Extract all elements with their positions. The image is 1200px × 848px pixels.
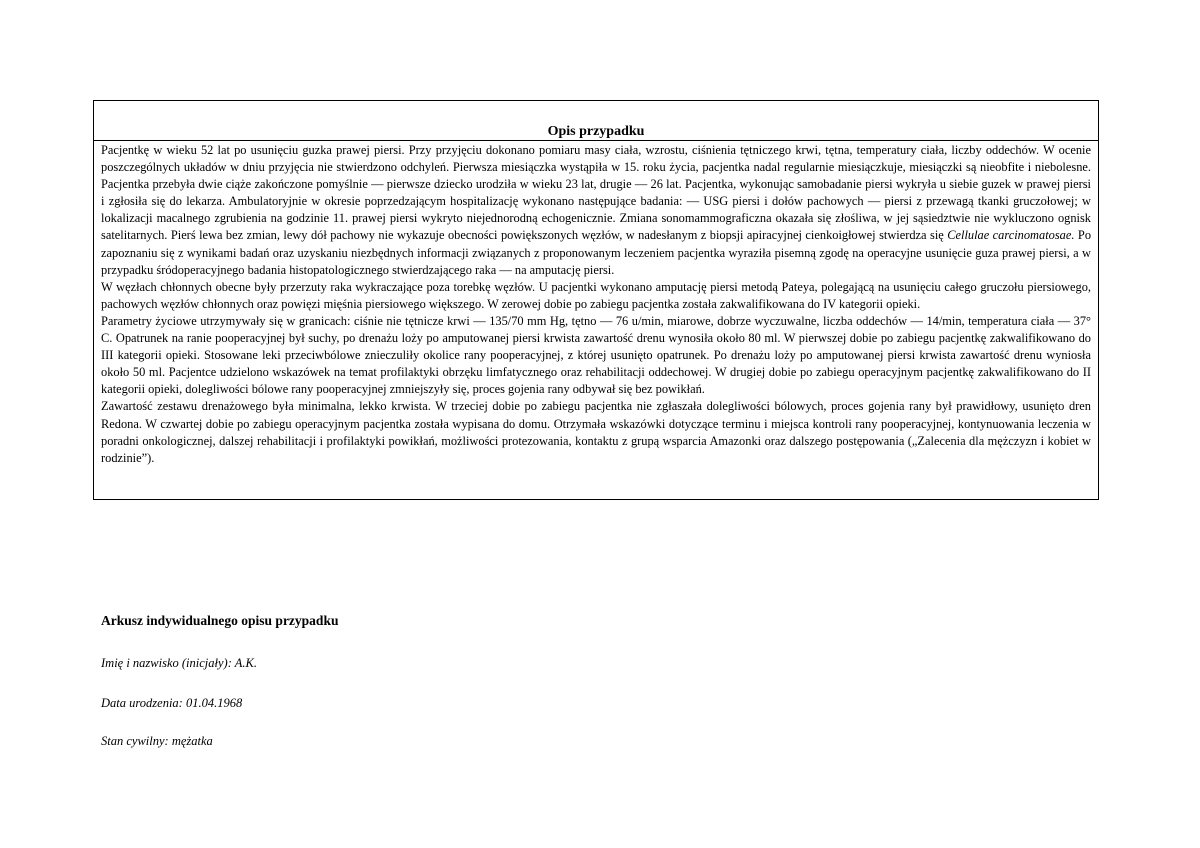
marital-status-field: Stan cywilny: mężatka [101, 734, 213, 748]
case-description-title: Opis przypadku [94, 101, 1098, 141]
case-paragraph-1-text-a: Pacjentkę w wieku 52 lat po usunięciu guzka prawej piersi. Przy przyjęciu dokonano pomiaru masy ciała, wzrostu, ciśnienia tętniczego krwi, tętna, temperatury ciała, liczby oddechów. W ocenie poszczególnych układów w dniu przyjęcia nie stwierdzono odchyleń. Pierwsza miesiączka wystąpiła w 15. roku życia, pacjentka nadal regularnie miesiączkuje, miesiączki są nieobfite i niebolesne. Pacjentka przebyła dwie ciąże zakończone pomyślnie — pierwsze dziecko urodziła w wieku 23 lat, drugie — 26 lat. Pacjentka, wykonując samobadanie piersi wykryła u siebie guzek w prawej piersi i zgłosiła się do lekarza. Ambulatoryjnie w okresie poprzedzającym hospitalizację wykonano następujące badania: — USG piersi i dołów pachowych — piersi z przewagą tkanki gruczołowej; w lokalizacji macalnego zgrubienia na godzinie 11. prawej piersi wykryto niejednorodną echogenicznie. Zmiana sonomammograficzna okazała się złośliwa, w jej sąsiedztwie nie wykluczono ognisk satelitarnych. Pierś lewa bez zmian, lewy dół pachowy nie wykazuje obecności powiększonych węzłów, w nadesłanym z biopsji apiracyjnej cienkoigłowej stwierdza się [101, 143, 1091, 243]
patient-initials-field: Imię i nazwisko (inicjały): A.K. [101, 656, 257, 670]
case-description-box [93, 100, 1099, 500]
case-paragraph-1 [101, 142, 1091, 279]
individual-case-sheet [101, 612, 801, 748]
case-paragraph-4: Zawartość zestawu drenażowego była minimalna, lekko krwista. W trzeciej dobie po zabiegu pacjentka nie zgłaszała dolegliwości bólowych, proces gojenia rany był prawidłowy, usunięto dren Redona. W czwartej dobie po zabiegu operacyjnym pacjentka została wypisana do domu. Otrzymała wskazówki dotyczące terminu i miejsca kontroli rany pooperacyjnej, kontynuowania leczenia w poradni onkologicznej, dalszej rehabilitacji i profilaktyki powikłań, możliwości protezowania, kontaktu z grupą wsparcia Amazonki oraz dalszego postępowania („Zalecenia dla mężczyzn i kobiet w rodzinie”). [101, 399, 1091, 465]
diagnosis-term: Cellulae carcinomatosae. [947, 228, 1075, 243]
sheet-title: Arkusz indywidualnego opisu przypadku [101, 613, 339, 628]
birth-date-field: Data urodzenia: 01.04.1968 [101, 696, 243, 710]
case-paragraph-2: W węzłach chłonnych obecne były przerzuty raka wykraczające poza torebkę węzłów. U pacjentki wykonano amputację piersi metodą Pateya, polegającą na usunięciu całego gruczołu piersiowego, pachowych węzłów chłonnych oraz powięzi mięśnia piersiowego większego. W zerowej dobie po zabiegu pacjentka została zakwalifikowana do IV kategorii opieki. [101, 279, 1091, 311]
case-description-body [94, 141, 1098, 467]
case-paragraph-1-text-b: Po zapoznaniu się z wynikami badań oraz uzyskaniu niezbędnych informacji związanych z proponowanym leczeniem pacjentka wyraziła pisemną zgodę na operacyjne usunięcie guza prawej piersi, a w przypadku śródoperacyjnego badania histopatologicznego stwierdzającego raka — na amputację piersi. [101, 228, 1092, 277]
case-paragraph-3: Parametry życiowe utrzymywały się w granicach: ciśnie nie tętnicze krwi — 135/70 mm Hg, tętno — 76 u/min, miarowe, dobrze wyczuwalne, liczba oddechów — 14/min, temperatura ciała — 37° C. Opatrunek na ranie pooperacyjnej był suchy, po drenażu loży po amputowanej piersi krwista zawartość drenu wynosiła około 80 ml. W pierwszej dobie po zabiegu pacjentkę zakwalifikowano do III kategorii opieki. Stosowane leki przeciwbólowe znieczuliły okolice rany pooperacyjnej, z której usunięto opatrunek. Po drenażu loży po amputowanej piersi krwista zawartość drenu wyniosła około 50 ml. Pacjentce udzielono wskazówek na temat profilaktyki obrzęku limfatycznego oraz rehabilitacji oddechowej. W drugiej dobie po zabiegu operacyjnym pacjentkę zakwalifikowano do II kategorii opieki, dolegliwości bólowe rany pooperacyjnej zmniejszyły się, proces gojenia rany odbywał się bez powikłań. [101, 313, 1091, 397]
